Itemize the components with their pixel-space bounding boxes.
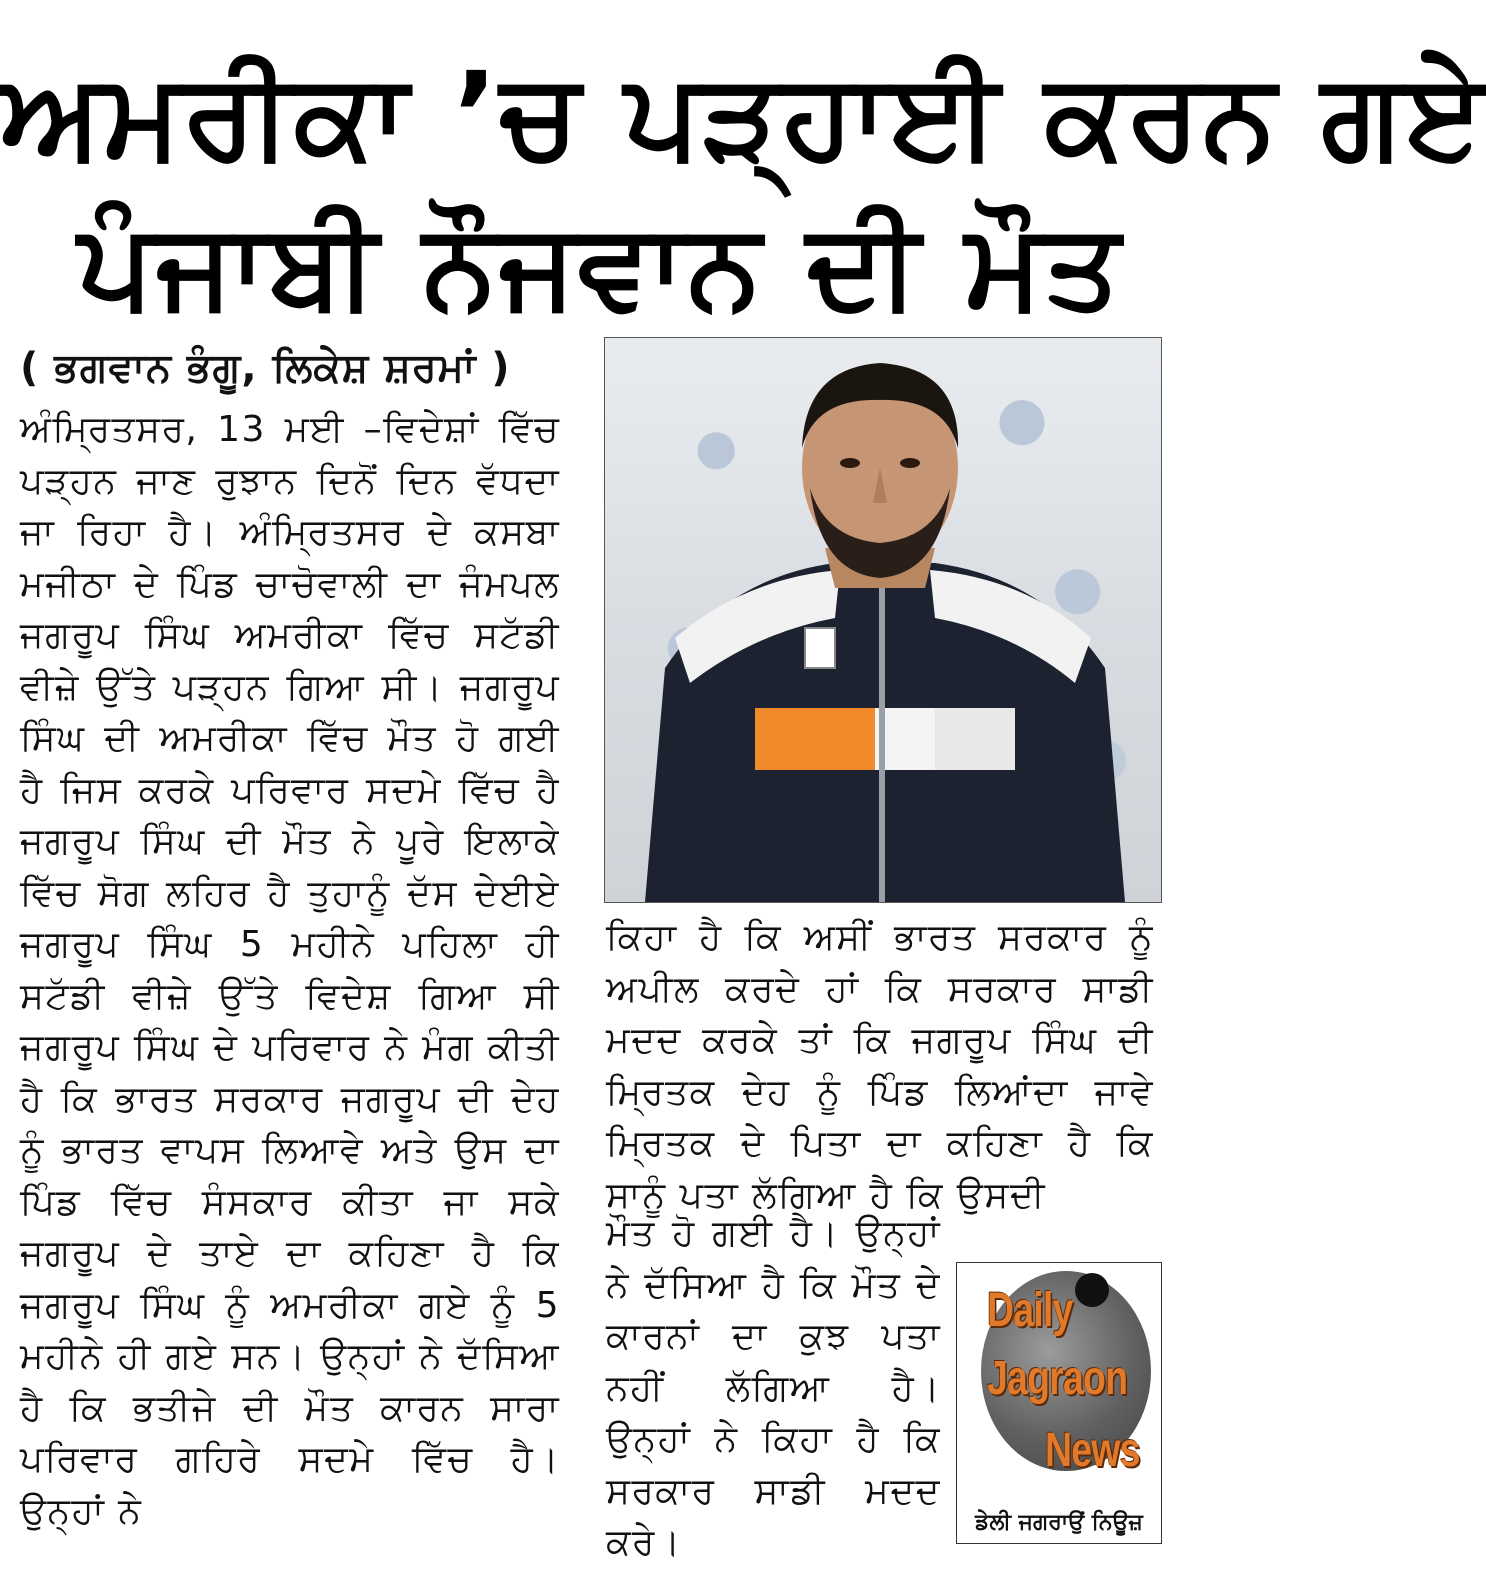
logo-caption: ਡੇਲੀ ਜਗਰਾਉਂ ਨਿਊਜ਼ xyxy=(975,1510,1143,1535)
daily-jagraon-news-logo xyxy=(956,1262,1162,1544)
article-body-right-column-bottom: ਮੌਤ ਹੋ ਗਈ ਹੈ। ਉਨ੍ਹਾਂ ਨੇ ਦੱਸਿਆ ਹੈ ਕਿ ਮੌਤ ਦੇ ਕਾਰਨਾਂ ਦਾ ਕੁਝ ਪਤਾ ਨਹੀਂ ਲੱਗਿਆ ਹੈ। ਉਨ੍ਹਾਂ ਨੇ ਕਿਹਾ ਹੈ ਕਿ ਸਰਕਾਰ ਸਾਡੀ ਮਦਦ ਕਰੇ। xyxy=(606,1213,941,1563)
logo-word-jagraon: Jagraon xyxy=(987,1352,1128,1405)
logo-word-daily: Daily xyxy=(987,1284,1073,1337)
person-photo-illustration xyxy=(605,338,1161,902)
byline: ( ਭਗਵਾਨ ਭੰਗੂ, ਲਿਕੇਸ਼ ਸ਼ਰਮਾਂ ) xyxy=(20,345,511,391)
article-body-left-column: ਅੰਮ੍ਰਿਤਸਰ, 13 ਮਈ –ਵਿਦੇਸ਼ਾਂ ਵਿੱਚ ਪੜ੍ਹਨ ਜਾਣ ਰੁਝਾਨ ਦਿਨੋਂ ਦਿਨ ਵੱਧਦਾ ਜਾ ਰਿਹਾ ਹੈ। ਅੰਮ੍ਰਿਤਸਰ ਦੇ ਕਸਬਾ ਮਜੀਠਾ ਦੇ ਪਿੰਡ ਚਾਚੋਵਾਲੀ ਦਾ ਜੰਮਪਲ ਜਗਰੂਪ ਸਿੰਘ ਅਮਰੀਕਾ ਵਿੱਚ ਸਟੱਡੀ ਵੀਜ਼ੇ ਉੱਤੇ ਪੜ੍ਹਨ ਗਿਆ ਸੀ। ਜਗਰੂਪ ਸਿੰਘ ਦੀ ਅਮਰੀਕਾ ਵਿੱਚ ਮੌਤ ਹੋ ਗਈ ਹੈ ਜਿਸ ਕਰਕੇ ਪਰਿਵਾਰ ਸਦਮੇ ਵਿੱਚ ਹੈ ਜਗਰੂਪ ਸਿੰਘ ਦੀ ਮੌਤ ਨੇ ਪੂਰੇ ਇਲਾਕੇ ਵਿੱਚ ਸੋਗ ਲਹਿਰ ਹੈ ਤੁਹਾਨੂੰ ਦੱਸ ਦੇਈਏ ਜਗਰੂਪ ਸਿੰਘ 5 ਮਹੀਨੇ ਪਹਿਲਾ ਹੀ ਸਟੱਡੀ ਵੀਜ਼ੇ ਉੱਤੇ ਵਿਦੇਸ਼ ਗਿਆ ਸੀ ਜਗਰੂਪ ਸਿੰਘ ਦੇ ਪਰਿਵਾਰ ਨੇ ਮੰਗ ਕੀਤੀ ਹੈ ਕਿ ਭਾਰਤ ਸਰਕਾਰ ਜਗਰੂਪ ਦੀ ਦੇਹ ਨੂੰ ਭਾਰਤ ਵਾਪਸ ਲਿਆਵੇ ਅਤੇ ਉਸ ਦਾ ਪਿੰਡ ਵਿੱਚ ਸੰਸਕਾਰ ਕੀਤਾ ਜਾ ਸਕੇ ਜਗਰੂਪ ਦੇ ਤਾਏ ਦਾ ਕਹਿਣਾ ਹੈ ਕਿ ਜਗਰੂਪ ਸਿੰਘ ਨੂੰ ਅਮਰੀਕਾ ਗਏ ਨੂੰ 5 ਮਹੀਨੇ ਹੀ ਗਏ ਸਨ। ਉਨ੍ਹਾਂ ਨੇ ਦੱਸਿਆ ਹੈ ਕਿ ਭਤੀਜੇ ਦੀ ਮੌਤ ਕਾਰਨ ਸਾਰਾ ਪਰਿਵਾਰ ਗਹਿਰੇ ਸਦਮੇ ਵਿੱਚ ਹੈ। ਉਨ੍ਹਾਂ ਨੇ xyxy=(20,409,560,1532)
headline xyxy=(0,40,1486,340)
logo-word-news: News xyxy=(1045,1424,1140,1477)
microphone-icon xyxy=(1075,1273,1109,1307)
headline-line-1: ਅਮਰੀਕਾ ’ਚ ਪੜ੍ਹਾਈ ਕਰਨ ਗਏ xyxy=(0,46,1486,184)
headline-line-2: ਪੰਜਾਬੀ ਨੌਜਵਾਨ ਦੀ ਮੌਤ xyxy=(77,196,1123,334)
news-photo xyxy=(604,337,1162,903)
article-body-right-column-top: ਕਿਹਾ ਹੈ ਕਿ ਅਸੀਂ ਭਾਰਤ ਸਰਕਾਰ ਨੂੰ ਅਪੀਲ ਕਰਦੇ ਹਾਂ ਕਿ ਸਰਕਾਰ ਸਾਡੀ ਮਦਦ ਕਰਕੇ ਤਾਂ ਕਿ ਜਗਰੂਪ ਸਿੰਘ ਦੀ ਮ੍ਰਿਤਕ ਦੇਹ ਨੂੰ ਪਿੰਡ ਲਿਆਂਦਾ ਜਾਵੇ ਮ੍ਰਿਤਕ ਦੇ ਪਿਤਾ ਦਾ ਕਹਿਣਾ ਹੈ ਕਿ ਸਾਨੂੰ ਪਤਾ ਲੱਗਿਆ ਹੈ ਕਿ ਉਸਦੀ xyxy=(606,917,1154,1216)
